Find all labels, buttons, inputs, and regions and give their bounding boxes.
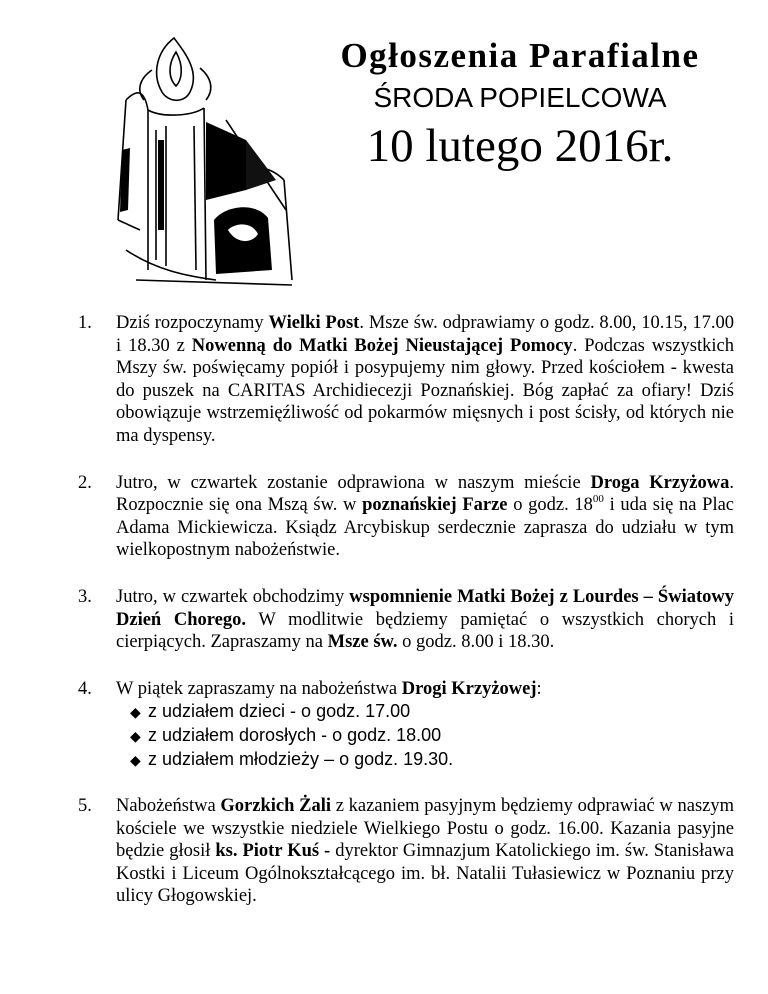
diamond-bullet-icon: ◆ [130,729,141,745]
bullet-text: z udziałem dzieci - o godz. 17.00 [148,701,411,722]
superscript: 00 [592,493,604,506]
page-date: 10 lutego 2016r. [366,120,674,172]
announcement-item-4 [78,678,734,771]
bold-segment: Gorzkich Żali [220,796,331,817]
item-text [116,472,734,562]
bold-segment: Wielki Post [268,313,360,333]
item-number: 3. [78,586,92,607]
bold-segment: Nowenną do Matki Bożej Nieustającej Pomocy [191,335,573,356]
announcement-item-5 [78,795,734,908]
item-number: 4. [78,678,92,699]
text-segment: Jutro, w czwartek zostanie odprawiona w naszym mieście [116,472,591,493]
bold-segment: Drogi Krzyżowej [401,678,537,699]
text-segment: z kazaniem pasyjnym będziemy odprawiać w naszym kościele we wszystkie niedziele Wielkiego Postu o godz. 16.00. Kazania pasyjne będzie głosił [116,796,734,862]
bold-segment: Msze św. [327,632,398,653]
candle-sketch-icon [96,30,296,292]
list-item [116,748,734,772]
announcement-list [78,312,734,932]
text-segment: W piątek zapraszamy na nabożeństwa [116,678,402,699]
item-text [116,312,734,448]
text-segment: . Rozpocznie się ona Mszą św. w [116,472,734,516]
bold-segment: Droga Krzyżowa [590,472,730,493]
bold-segment: poznańskiej Farze [362,495,508,516]
header [300,34,740,174]
bullet-list [116,700,734,771]
list-item [116,724,734,748]
text-segment: : [536,678,542,699]
item-number: 1. [78,313,92,333]
announcement-item-1 [78,312,734,448]
text-segment: Nabożeństwa [116,796,221,817]
text-segment: Jutro, w czwartek obchodzimy [116,586,350,607]
diamond-bullet-icon: ◆ [130,706,141,722]
text-segment: . Podczas wszystkich Mszy św. poświęcamy popiół i posypujemy nim głowy. Przed kościołem - kwesta do puszek na CARITAS Archidiecezji Poznańskiej. Bóg zapłać za ofiary! Dziś obowiązuje wstrzemięźliwość od pokarmów mięsnych i post ścisły, od których nie ma dyspensy. [116,335,734,446]
diamond-bullet-icon: ◆ [130,753,141,769]
item-text [116,795,734,908]
bold-segment: ks. Piotr Kuś - [215,841,331,862]
page-subtitle: ŚRODA POPIELCOWA [373,82,667,113]
bullet-text: z udziałem dorosłych - o godz. 18.00 [148,724,442,745]
page-title: Ogłoszenia Parafialne [340,36,700,75]
item-number: 5. [78,796,92,817]
bullet-text: z udziałem młodzieży – o godz. 19.30. [148,748,454,769]
item-text [116,678,734,701]
text-segment: Dziś rozpoczynamy [116,313,269,333]
bold-segment: wspomnienie Matki Bożej z Lourdes – Światowy Dzień Chorego. [116,586,734,630]
item-number: 2. [78,472,92,493]
text-segment: o godz. 18 [507,495,593,516]
text-segment: W modlitwie będziemy pamiętać o wszystkich chorych i cierpiących. Zapraszamy na [116,609,734,653]
text-segment: dyrektor Gimnazjum Katolickiego im. św. Stanisława Kostki i Liceum Ogólnokształcącego im. bł. Natalii Tułasiewicz w Poznaniu przy ulicy Głogowskiej. [116,841,734,907]
item-text [116,586,734,654]
announcement-item-3 [78,586,734,654]
list-item [116,700,734,724]
text-segment: . Msze św. odprawiamy o godz. 8.00, 10.15, 17.00 i 18.30 z [116,313,734,356]
announcement-item-2 [78,472,734,562]
text-segment: o godz. 8.00 i 18.30. [397,632,555,653]
text-segment: i uda się na Plac Adama Mickiewicza. Ksiądz Arcybiskup serdecznie zaprasza do udziału w tym wielkopostnym nabożeństwie. [116,495,735,561]
